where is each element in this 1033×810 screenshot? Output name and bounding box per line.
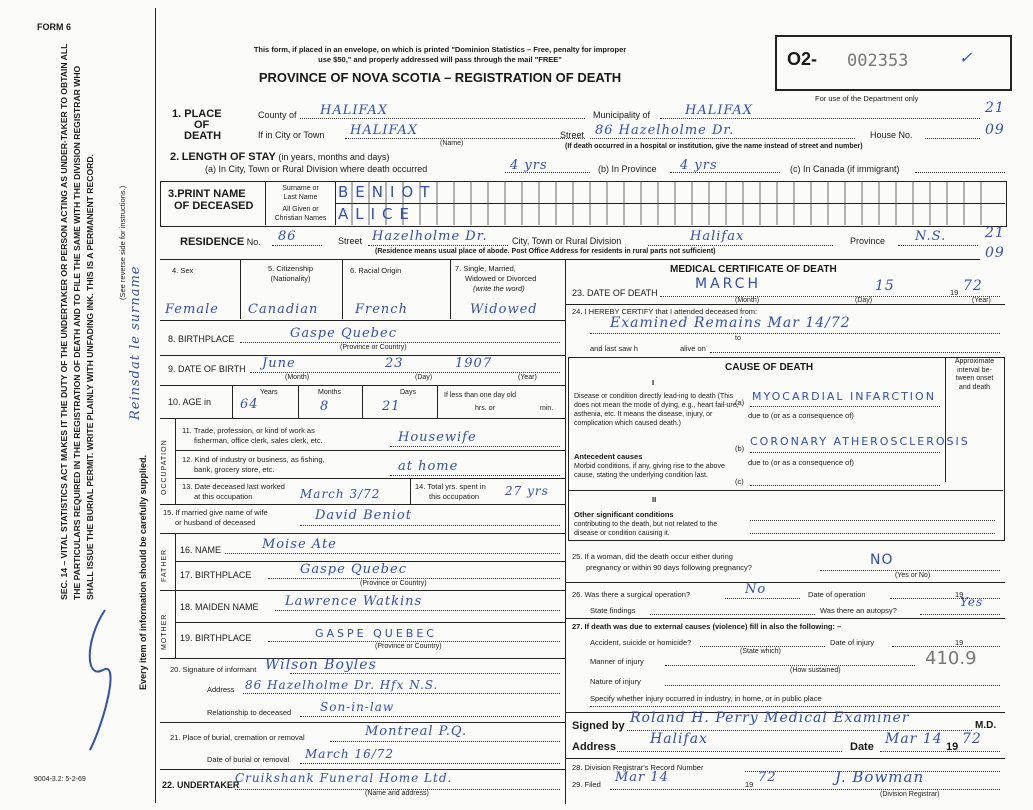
certify-line-1	[590, 333, 1000, 334]
residence-no-line	[272, 245, 322, 246]
md-label: M.D.	[975, 720, 997, 731]
occ-12-value[interactable]: at home	[398, 459, 459, 474]
months-caption: Months	[318, 389, 341, 396]
dob-year-caption: (Year)	[518, 374, 537, 381]
certify-to: to	[735, 335, 741, 342]
other-title: Other significant conditions	[574, 510, 674, 519]
part-ii-label: II	[652, 495, 657, 504]
margin-scribble	[75, 600, 135, 760]
burial-date-label: Date of burial or removal	[207, 755, 290, 764]
informant-sig-label: 20. Signature of informant	[170, 665, 257, 674]
informant-sig-value[interactable]: Wilson Boyles	[265, 657, 377, 673]
length-of-stay-heading: 2. LENGTH OF STAY (in years, months and days)	[170, 151, 390, 163]
citizenship-value[interactable]: Canadian	[248, 302, 319, 317]
notice-line2: use $50," and properly addressed will pass through the mail "FREE"	[318, 55, 562, 64]
antecedent-label: Morbid conditions, if any, giving rise to the above cause, stating the underlying condition last.	[574, 463, 725, 479]
dod-month-caption: (Month)	[735, 297, 760, 304]
residence-street-value[interactable]: Hazelholme Dr.	[372, 229, 488, 244]
last-saw-label: and last saw h	[590, 344, 638, 353]
mother-birthplace-line	[268, 641, 560, 642]
mother-birthplace-label: 19. BIRTHPLACE	[180, 633, 252, 643]
occ-13-divider	[410, 478, 411, 504]
margin-instructions: (See reverse side for instructions.)	[118, 185, 127, 300]
filed-line	[610, 789, 1000, 790]
dod-day[interactable]: 15	[875, 278, 895, 294]
sig-date-value[interactable]: Mar 14	[885, 731, 943, 747]
father-side-label: FATHER	[161, 548, 168, 582]
city-value[interactable]: HALIFAX	[350, 123, 419, 138]
residence-province-value[interactable]: N.S.	[915, 229, 947, 244]
birthplace-line	[240, 342, 560, 343]
informant-addr-label: Address	[207, 685, 235, 694]
divider-main	[160, 259, 980, 260]
certify-label: 24. I HEREBY CERTIFY that I attended deceased from:	[572, 307, 758, 316]
check-mark-icon: ✓	[959, 48, 974, 67]
reg-prefix: O2-	[787, 49, 818, 69]
cause-c-tag: (c)	[735, 477, 744, 486]
birthplace-value[interactable]: Gaspe Quebec	[290, 326, 397, 341]
autopsy-line	[920, 614, 1000, 615]
due-to-1: due to (or as a consequence of)	[748, 411, 854, 420]
q25-label: 25. If a woman, did the death occur either during pregnancy or within 90 days following pregnancy?	[572, 552, 752, 572]
age-divider-3	[362, 385, 363, 418]
surname-value[interactable]: BENIOT	[338, 183, 437, 201]
dept-use-label: For use of the Department only	[815, 94, 919, 103]
q25-value[interactable]: NO	[870, 552, 894, 568]
birthplace-label: 8. BIRTHPLACE	[168, 334, 235, 344]
other-line-1	[750, 520, 995, 521]
marital-label: 7. Single, Married, Widowed or Divorced (write the word)	[455, 264, 537, 293]
divider-row14	[160, 504, 565, 505]
occupation-side-divider	[175, 418, 176, 504]
father-name-line	[225, 553, 560, 554]
spouse-line	[300, 525, 560, 526]
spouse-value[interactable]: David Beniot	[315, 508, 412, 523]
city-line	[345, 138, 585, 139]
mother-maiden-label: 18. MAIDEN NAME	[180, 602, 259, 612]
findings-line	[650, 614, 815, 615]
informant-addr-line	[243, 693, 560, 694]
page-title: PROVINCE OF NOVA SCOTIA – REGISTRATION OF DEATH	[258, 70, 622, 85]
residence-province-line	[898, 245, 978, 246]
burial-date-value[interactable]: March 16/72	[305, 747, 395, 761]
reg-number: 002353	[847, 51, 909, 71]
q26-line	[725, 598, 800, 599]
cause-c-line	[750, 485, 940, 486]
stay-canada-line	[915, 172, 1005, 173]
margin-act-text: SEC. 14 – VITAL STATISTICS ACT MAKES IT THE DUTY OF THE UNDERTAKER OR PERSON ACTING AS UNDER-TAKER TO OBTAIN ALL THE PARTICULARS REQUIRED IN THE REGISTRATION OF DEATH AND TO FILE THE SAME WITH THE DIVISION REGISTRAR WHO SHALL ISSUE THE BURIAL PERMIT. WRITE PLAINLY WITH UNFADING INK. THIS IS A PERMANENT RECORD.	[59, 43, 95, 600]
min-label: min.	[540, 405, 554, 412]
op-year-prefix: 19	[955, 590, 964, 599]
place-of-death-heading: 1. PLACE OF DEATH	[172, 108, 222, 142]
marital-value[interactable]: Widowed	[470, 302, 538, 317]
father-name-label: 16. NAME	[180, 545, 222, 555]
autopsy-value[interactable]: Yes	[960, 595, 984, 609]
cause-a-value[interactable]: MYOCARDIAL INFARCTION	[752, 390, 936, 403]
dob-month-caption: (Month)	[285, 374, 310, 381]
notice-line1: This form, if placed in an envelope, on which is printed "Dominion Statistics – Free, penalty for improper	[253, 45, 627, 54]
q27-label: 27. If death was due to external causes (violence) fill in also the following: –	[572, 622, 842, 631]
burial-place-line	[330, 741, 560, 742]
dob-day-caption: (Day)	[415, 374, 433, 381]
specify-label: Specify whether injury occurred in industry, in home, or in public place	[590, 694, 822, 703]
injury-date-label: Date of injury	[830, 638, 875, 647]
municipality-value[interactable]: HALIFAX	[685, 103, 754, 118]
burial-date-line	[300, 763, 560, 764]
years-caption: Years	[260, 389, 278, 396]
yes-no-caption: (Yes or No)	[895, 572, 931, 579]
father-birthplace-value[interactable]: Gaspe Quebec	[300, 562, 407, 577]
age-divider-4	[437, 385, 438, 418]
dod-day-caption: (Day)	[855, 297, 873, 304]
racial-label: 6. Racial Origin	[350, 266, 402, 275]
cause-b-tag: (b)	[735, 444, 745, 453]
informant-rel-value[interactable]: Son-in-law	[320, 700, 395, 714]
street-label: Street	[560, 130, 585, 140]
autopsy-label: Was there an autopsy?	[820, 606, 897, 615]
code-21-res: 21	[985, 225, 1005, 241]
county-value[interactable]: HALIFAX	[320, 103, 389, 118]
age-divider-1	[232, 385, 233, 418]
occ-12-line	[390, 475, 560, 476]
mother-maiden-value[interactable]: Lawrence Watkins	[285, 594, 423, 609]
informant-addr-value[interactable]: 86 Hazelholme Dr. Hfx N.S.	[245, 678, 439, 692]
burial-place-label: 21. Place of burial, cremation or removal	[170, 733, 305, 742]
antecedent-title: Antecedent causes	[574, 452, 643, 461]
occ-11-line	[390, 446, 560, 447]
age-months[interactable]: 8	[320, 399, 330, 414]
how-sustained-caption: (How sustained)	[790, 667, 841, 674]
code-stamp: 410.9	[925, 648, 977, 669]
street-value[interactable]: 86 Hazelholme Dr.	[595, 123, 735, 138]
filed-year[interactable]: 72	[758, 770, 777, 785]
part-i-label: I	[652, 378, 655, 387]
divider-row7	[160, 320, 565, 321]
age-divider-2	[298, 385, 299, 418]
divider-dod	[565, 304, 1005, 305]
filed-label: 29. Filed	[572, 780, 601, 789]
undertaker-caption: (Name and address)	[365, 790, 429, 797]
municipality-label: Municipality of	[593, 110, 651, 120]
stay-city-value[interactable]: 4 yrs	[510, 158, 548, 173]
residence-street-line	[368, 245, 508, 246]
father-birthplace-line	[268, 578, 560, 579]
divider-row21	[160, 769, 565, 770]
dob-year[interactable]: 1907	[455, 356, 493, 371]
sig-date-label: Date	[850, 741, 874, 753]
cause-title: CAUSE OF DEATH	[725, 362, 814, 373]
manner-line	[665, 665, 915, 666]
margin-supplied-text: Every item of information should be carefully supplied.	[138, 454, 148, 690]
stay-canada-label: (c) In Canada (if immigrant)	[790, 164, 900, 174]
stay-province-label: (b) In Province	[598, 164, 657, 174]
alive-on-line	[710, 352, 1000, 353]
occ-14-value[interactable]: 27 yrs	[505, 484, 549, 498]
residence-province-label: Province	[850, 236, 886, 246]
signed-by-label: Signed by	[572, 720, 625, 732]
dod-label: 23. DATE OF DEATH	[572, 288, 658, 298]
divider-part-ii	[568, 490, 1003, 491]
dob-line	[250, 372, 560, 373]
sex-label: 4. Sex	[172, 266, 194, 275]
medical-cert-title: MEDICAL CERTIFICATE OF DEATH	[670, 264, 837, 275]
cause-b-value[interactable]: CORONARY ATHEROSCLEROSIS	[750, 435, 970, 448]
direct-cause-label: Disease or condition directly lead-ing to death (This does not mean the mode of dying, e.g., heart fail-ure, asthenia, etc. It means the disease, injury, or complication which caused death.)	[574, 393, 739, 427]
occ-13-value[interactable]: March 3/72	[300, 487, 381, 501]
citizenship-label: 5. Citizenship (Nationality)	[267, 264, 314, 283]
age-years[interactable]: 64	[240, 397, 259, 412]
occ-11-value[interactable]: Housewife	[398, 430, 477, 445]
street-line	[590, 138, 855, 139]
occ-11-label: 11. Trade, profession, or kind of work as fisherman, office clerk, sales clerk, etc.	[182, 426, 323, 445]
dod-line	[660, 296, 1000, 297]
hospital-note: (If death occurred in a hospital or institution, give the name instead of street and number)	[565, 143, 863, 150]
residence-row: RESIDENCE No.	[180, 236, 261, 248]
county-label: County of	[258, 110, 297, 120]
informant-rel-line	[300, 716, 560, 717]
filed-value[interactable]: Mar 14	[615, 770, 669, 785]
divider-signature	[565, 758, 1005, 759]
registration-number-box	[775, 35, 1012, 91]
father-birthplace-caption: (Province or Country)	[360, 580, 427, 587]
code-09-top: 09	[985, 122, 1005, 138]
mother-birthplace-value[interactable]: GASPE QUEBEC	[315, 627, 437, 640]
age-label: 10. AGE in	[168, 397, 212, 407]
findings-label: State findings	[590, 606, 636, 615]
residence-street-label: Street	[338, 236, 363, 246]
house-no-line	[925, 138, 980, 139]
dod-year-caption: (Year)	[972, 297, 991, 304]
sig-date-line	[880, 751, 1000, 752]
sex-divider	[240, 259, 241, 319]
due-to-2: due to (or as a consequence of)	[748, 458, 854, 467]
racial-divider	[450, 259, 451, 319]
state-which-caption: (State which)	[740, 648, 781, 655]
sex-value[interactable]: Female	[165, 302, 219, 317]
dod-year-prefix: 19	[950, 288, 959, 297]
occ-14-label: 14. Total yrs. spent in this occupation	[415, 482, 486, 501]
occ-12-label: 12. Kind of industry or business, as fishing, bank, grocery store, etc.	[182, 455, 325, 474]
name-caption: (Name)	[440, 140, 464, 147]
certify-examined-value[interactable]: Examined Remains Mar 14/72	[610, 315, 851, 331]
given-names-value[interactable]: ALICE	[338, 205, 416, 223]
accident-label: Accident, suicide or homicide?	[590, 638, 692, 647]
filed-year-prefix: 19	[745, 780, 754, 789]
divider-row8	[160, 355, 565, 356]
dob-day[interactable]: 23	[385, 356, 404, 371]
nature-label: Nature of injury	[590, 677, 641, 686]
dod-year[interactable]: 72	[963, 278, 983, 294]
divider-q26	[565, 618, 1005, 619]
father-name-value[interactable]: Moise Ate	[262, 537, 337, 552]
spouse-label: 15. If married give name of wife or husband of deceased	[163, 508, 268, 527]
burial-place-value[interactable]: Montreal P.Q.	[365, 724, 468, 739]
mother-maiden-line	[275, 610, 560, 611]
cause-b-line	[750, 452, 940, 453]
father-birthplace-label: 17. BIRTHPLACE	[180, 570, 252, 580]
sig-year-prefix: 19	[946, 741, 959, 753]
code-21-top: 21	[985, 100, 1005, 116]
divider-row17	[160, 590, 565, 591]
injury-date-line	[892, 646, 1000, 647]
print-code: 9004-3.2: 5-2-69	[34, 776, 86, 783]
residence-city-label: City, Town or Rural Division	[512, 236, 622, 246]
interval-label: Approximate interval be- tween onset and death	[954, 358, 995, 391]
mother-side-divider	[175, 590, 176, 658]
code-09-res: 09	[985, 245, 1005, 261]
injury-year-prefix: 19	[955, 638, 964, 647]
sig-address-line	[617, 751, 842, 752]
op-date-line	[890, 598, 1000, 599]
other-line-2	[750, 533, 995, 534]
specify-line	[590, 706, 1000, 707]
q26-label: 26. Was there a surgical operation?	[572, 590, 691, 599]
birthplace-caption: (Province or Country)	[340, 344, 407, 351]
registrar-record-label: 28. Division Registrar's Record Number	[572, 763, 704, 772]
county-line	[300, 118, 585, 119]
sig-date-year[interactable]: 72	[962, 731, 982, 747]
age-days[interactable]: 21	[382, 399, 401, 414]
stay-city-label: (a) In City, Town or Rural Division where death occurred	[205, 164, 428, 174]
municipality-line	[660, 118, 980, 119]
mother-birthplace-caption: (Province or Country)	[375, 643, 442, 650]
divider-row10	[160, 418, 565, 419]
divider-occ11	[175, 450, 565, 451]
citizenship-divider	[342, 259, 343, 319]
margin-handwritten-note: Reinsdat le surname	[128, 265, 143, 420]
q25-line	[820, 570, 1000, 571]
occupation-side-label: OCCUPATION	[161, 439, 168, 495]
divider-row18	[175, 622, 565, 623]
given-names-label: All Given or Christian Names	[274, 206, 327, 222]
cause-a-tag: (a)	[735, 398, 745, 407]
mother-side-label: MOTHER	[161, 613, 168, 650]
manner-label: Manner of injury	[590, 657, 644, 666]
dob-label: 9. DATE OF BIRTH	[168, 364, 246, 374]
accident-line	[700, 646, 825, 647]
form-left-border	[155, 8, 156, 803]
name-box-divider	[265, 181, 266, 225]
column-divider	[565, 259, 566, 804]
occ-13-label: 13. Date deceased last worked at this occupation	[182, 482, 285, 501]
print-name-heading: 3.PRINT NAME OF DECEASED	[168, 188, 254, 212]
informant-rel-label: Relationship to deceased	[207, 708, 292, 717]
dob-month[interactable]: June	[262, 356, 296, 371]
hrs-label: hrs. or	[475, 405, 495, 412]
racial-value[interactable]: French	[355, 302, 408, 317]
informant-sig-line	[290, 673, 560, 674]
city-label: If in City or Town	[258, 130, 325, 140]
divider-q25	[565, 582, 1005, 583]
alive-on-label: alive on	[680, 344, 706, 353]
house-no-label: House No.	[870, 130, 913, 140]
form-number: FORM 6	[37, 22, 72, 32]
registrar-caption: (Division Registrar)	[880, 791, 940, 798]
surname-label: Surname or Last Name	[282, 185, 319, 201]
residence-city-value[interactable]: Halifax	[690, 229, 745, 244]
registrar-signature[interactable]: J. Bowman	[835, 768, 925, 786]
dod-month[interactable]: MARCH	[695, 276, 761, 292]
divider-occ12	[175, 478, 565, 479]
cause-a-line	[750, 406, 940, 407]
divider-row20	[160, 722, 565, 723]
undertaker-value[interactable]: Cruikshank Funeral Home Ltd.	[235, 771, 453, 785]
residence-no-value[interactable]: 86	[278, 229, 297, 244]
divider-row15	[160, 533, 565, 534]
stay-province-value[interactable]: 4 yrs	[680, 158, 718, 173]
sig-address-label: Address	[572, 741, 617, 753]
signed-by-value[interactable]: Roland H. Perry Medical Examiner	[630, 710, 910, 726]
residence-note: (Residence means usual place of abode. Post Office Address for residents in rural parts not sufficient)	[375, 248, 716, 255]
days-caption: Days	[400, 389, 416, 396]
less-than-day-label: If less than one day old	[444, 392, 516, 399]
residence-city-line	[648, 245, 833, 246]
sig-address-value[interactable]: Halifax	[650, 731, 708, 747]
other-label: contributing to the death, but not related to the disease or condition causing it.	[574, 521, 718, 537]
op-date-label: Date of operation	[808, 590, 866, 599]
undertaker-label: 22. UNDERTAKER	[162, 780, 240, 790]
q26-value[interactable]: No	[745, 582, 767, 597]
nature-line	[665, 685, 1000, 686]
